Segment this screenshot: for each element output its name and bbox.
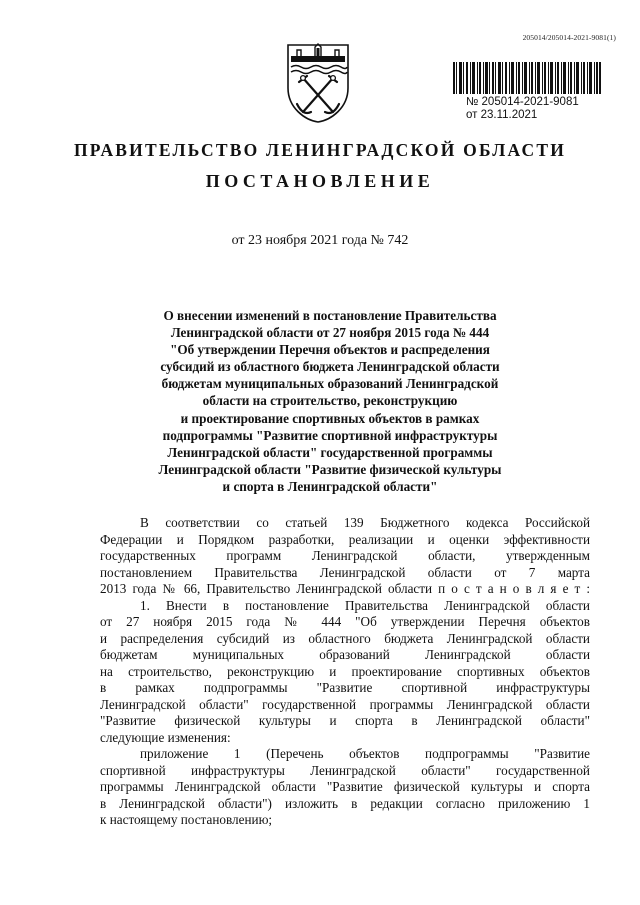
body-line: 2013 года № 66, Правительство Ленинградской области п о с т а н о в л я е т : — [100, 581, 590, 596]
body-line: Федерации и Порядком разработки, реализации и оценки эффективности — [100, 531, 590, 547]
subject-line: О внесении изменений в постановление Правительства — [163, 308, 497, 323]
body-line: в рамках подпрограммы "Развитие спортивной инфраструктуры — [100, 680, 590, 695]
subject-line: области на строительство, реконструкцию — [202, 393, 458, 409]
subject-line: Ленинградской области "Развитие физической культуры — [158, 461, 502, 477]
subject-line: Ленинградской области от 27 ноября 2015 года № 444 — [170, 325, 490, 341]
body-line: 1. Внести в постановление Правительства Ленинградской области — [140, 597, 590, 613]
body-line: в Ленинградской области") изложить в редакции согласно приложению 1 — [100, 795, 590, 811]
body-line: Ленинградской области" государственной программы Ленинградской области — [100, 696, 590, 712]
body-line: следующие изменения: — [100, 729, 231, 745]
subject-line: и проектирование спортивных объектов в рамках — [180, 410, 480, 426]
subject-line: и спорта в Ленинградской области" — [222, 478, 438, 494]
body-line: спортивной инфраструктуры Ленинградской области" государственной — [100, 762, 590, 778]
paragraph-item-1 — [100, 598, 590, 747]
registration-date: от 23.11.2021 — [466, 109, 538, 121]
body-line: приложение 1 (Перечень объектов подпрограммы "Развитие — [140, 746, 590, 761]
paragraph-preamble — [100, 515, 590, 598]
body-line: к настоящему постановлению; — [100, 812, 273, 827]
decree-date-number: от 23 ноября 2021 года № 742 — [231, 233, 409, 248]
body-line: бюджетам муниципальных образований Ленинградской области — [100, 647, 590, 662]
subject-line: подпрограммы "Развитие спортивной инфраструктуры — [162, 427, 498, 443]
body-line: программы Ленинградской области "Развитие физической культуры и спорта — [100, 779, 590, 794]
subject-line: Ленинградской области" государственной программы — [167, 444, 493, 460]
decree-subject — [140, 307, 520, 495]
body-line: постановлением Правительства Ленинградской области от 7 марта — [100, 564, 590, 580]
barcode-icon — [453, 62, 601, 94]
leningrad-oblast-coat-of-arms-icon — [285, 42, 351, 124]
subject-line: бюджетам муниципальных образований Ленинградской — [161, 376, 499, 392]
subject-line: субсидий из областного бюджета Ленинградской области — [160, 359, 500, 375]
paragraph-appendix-change — [100, 746, 590, 829]
body-line: на строительство, реконструкцию и проектирование спортивных объектов — [100, 663, 590, 679]
registration-number: № 205014-2021-9081 — [466, 96, 579, 108]
decree-title: ПОСТАНОВЛЕНИЕ — [205, 171, 435, 191]
decree-body — [100, 515, 590, 829]
subject-line: "Об утверждении Перечня объектов и распределения — [170, 342, 490, 358]
body-line: В соответствии со статьей 139 Бюджетного кодекса Российской — [140, 515, 590, 530]
body-line: "Развитие физической культуры и спорта в Ленинградской области" — [100, 713, 590, 728]
registration-block — [466, 96, 579, 122]
document-code: 205014/205014-2021-9081(1) — [522, 33, 616, 42]
body-line: от 27 ноября 2015 года № 444 "Об утверждении Перечня объектов — [100, 614, 590, 629]
government-title: ПРАВИТЕЛЬСТВО ЛЕНИНГРАДСКОЙ ОБЛАСТИ — [73, 140, 567, 160]
body-line: и распределения субсидий из областного бюджета Ленинградской области — [100, 630, 590, 646]
body-line: государственных программ Ленинградской области, утвержденным — [100, 548, 590, 563]
